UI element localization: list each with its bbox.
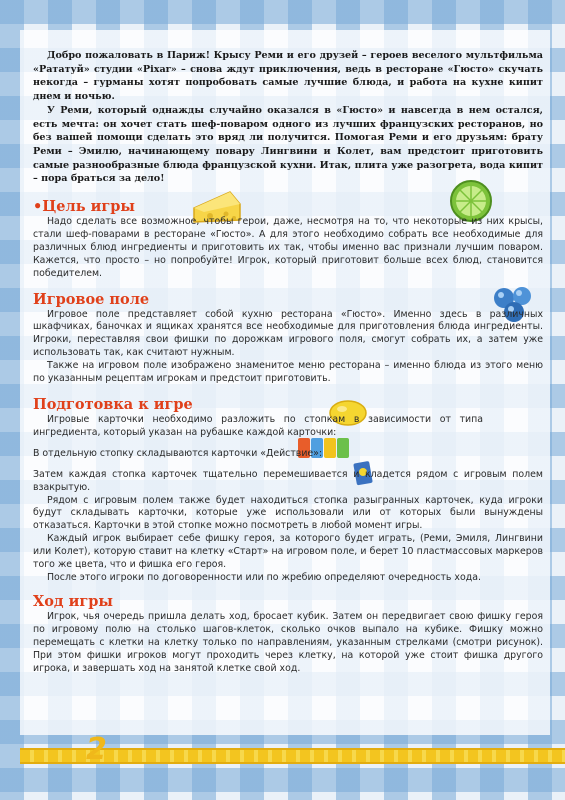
intro-paragraph: Добро пожаловать в Париж! Крысу Реми и его друзей – героев веселого мультфильма «Рататуй» студии «Pixar» – снова ждут приключения, ведь в ресторане «Гюсто» скучать некогда – гурманы хотят попробовать самые лучшие блюда, и работа на кухне кипит днем и ночью. [33, 50, 543, 103]
section-title: Игровое поле [33, 290, 150, 308]
section-goal [33, 198, 543, 281]
section-paragraph: Также на игровом поле изображено знаменитое меню ресторана – именно блюда из этого меню по указанным рецептам игрокам и предстоит приготовить. [33, 360, 543, 385]
section-paragraph: Игровые карточки необходимо разложить по стопкам в зависимости от типа ингредиента, который указан на рубашке каждой карточки: [33, 414, 483, 438]
section-board [33, 291, 543, 386]
section-paragraph: Каждый игрок выбирает себе фишку героя, за которого будет играть, (Реми, Эмиля, Лингвини или Колет), которую ставит на клетку «Старт» на игровом поле, и берет 10 пластмассовых маркеров того же цвета, что и фишка его героя. [33, 533, 543, 571]
page-number: 2 [86, 732, 107, 767]
page-content [33, 49, 543, 675]
section-paragraph: Рядом с игровым полем также будет находиться стопка разыгранных карточек, куда игроки будут складывать карточки, которые уже использовали или от которых были вынуждены отказаться. Карточки в этой стопке можно посмотреть в любой момент игры. [33, 494, 543, 532]
intro-paragraph: У Реми, который однажды случайно оказался в «Гюсто» и навсегда в нем остался, есть мечта: он хочет стать шеф-поваром одного из лучших французских ресторанов, но без вашей помощи сделать это вряд ли получится. Помогая Реми и его друзьям: брату Реми – Эмилю, начинающему повару Лингвини и Колет, вам предстоит приготовить самые разнообразные блюда французской кухни. Итак, плита уже разогрета, вода кипит – пора браться за дело! [33, 104, 543, 185]
section-title: Ход игры [33, 592, 113, 610]
section-paragraph: Затем каждая стопка карточек тщательно перемешивается и кладется рядом с игровым полем взакрытую. [33, 468, 543, 493]
section-paragraph: Игрок, чья очередь пришла делать ход, бросает кубик. Затем он передвигает свою фишку героя по игровому полю на столько шагов-клеток, сколько очков выпало на кубике. Фишку можно перемещать с клетки на клетку только по направлениям, указанным стрелками (смотри рисунок). При этом фишки игроков могут проходить через клетку, на которой уже стоит фишка другого игрока, и завершать ход на занятой клетке свой ход. [33, 610, 543, 674]
intro [33, 49, 543, 186]
section-paragraph: После этого игроки по договоренности или по жребию определяют очередность хода. [47, 571, 481, 583]
section-paragraph: В отдельную стопку складываются карточки «Действие»: [33, 447, 323, 459]
section-paragraph: Надо сделать все возможное, чтобы герои, даже, несмотря на то, что некоторые из них крысы, стали шеф-поварами в ресторане «Гюсто». А для этого необходимо собрать все необходимые для различных блюд ингредиенты и приготовить их так, чтобы именно вас признали лучшим поваром. Кажется, что просто – но попробуйте! Игрок, который приготовит больше всех блюд, становится победителем. [33, 216, 543, 279]
section-prep [33, 396, 543, 585]
section-paragraph: Игровое поле представляет собой кухню ресторана «Гюсто». Именно здесь в различных шкафчиках, баночках и ящиках хранятся все необходимые для приготовления блюда ингредиенты. Игроки, переставляя свои фишки по дорожкам игрового поля, смогут собрать их, а затем уже использовать так, как считают нужным. [33, 308, 543, 359]
section-title: •Цель игры [33, 198, 135, 216]
section-turn [33, 593, 543, 676]
section-title: Подготовка к игре [33, 396, 193, 413]
